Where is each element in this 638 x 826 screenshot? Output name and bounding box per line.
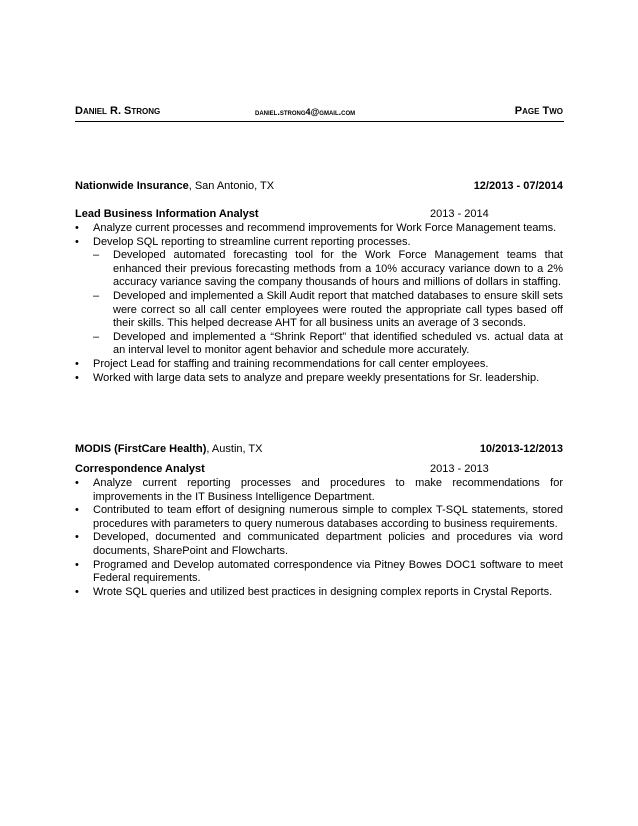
- job-bullets: [75, 222, 563, 385]
- job-title-row: [75, 208, 563, 222]
- job-years: 2013 - 2013: [430, 463, 489, 475]
- job-dates: 10/2013-12/2013: [479, 443, 563, 455]
- header-name: Daniel R. Strong: [75, 105, 161, 117]
- job-dates: 12/2013 - 07/2014: [473, 180, 563, 192]
- sub-list-item: – Developed and implemented a Skill Audit report that matched databases to ensure skill sets were correct so all call center employees were routed the appropriate call types based off their skills. This helped decrease AHT for all business units an average of 3 seconds.: [75, 290, 563, 331]
- job-bullets: [75, 477, 563, 599]
- list-item: • Analyze current reporting processes and procedures to make recommendations for improvements in the IT Business Intelligence Department.: [75, 477, 563, 504]
- job-entry-nationwide: [75, 180, 563, 385]
- sub-list-item: – Developed automated forecasting tool for the Work Force Management teams that enhanced their previous forecasting methods from a 10% accuracy variance down to a 2% accuracy variance saving the company thousands of hours and millions of dollars in staffing.: [75, 249, 563, 290]
- job-years: 2013 - 2014: [430, 208, 489, 220]
- list-item: • Developed, documented and communicated department policies and procedures via word documents, SharePoint and Flowcharts.: [75, 531, 563, 558]
- job-location: , San Antonio, TX: [188, 180, 275, 192]
- list-item: • Develop SQL reporting to streamline current reporting processes.: [75, 236, 563, 250]
- job-company: MODIS (FirstCare Health): [75, 443, 207, 455]
- job-title: Lead Business Information Analyst: [75, 208, 259, 220]
- sub-list-item: – Developed and implemented a “Shrink Report” that identified scheduled vs. actual data at an interval level to monitor agent behavior and schedule more accurately.: [75, 331, 563, 358]
- list-item: • Wrote SQL queries and utilized best practices in designing complex reports in Crystal Reports.: [75, 586, 563, 600]
- job-location: , Austin, TX: [206, 443, 263, 455]
- job-title: Correspondence Analyst: [75, 463, 205, 475]
- list-item: • Project Lead for staffing and training recommendations for call center employees.: [75, 358, 563, 372]
- list-item: • Worked with large data sets to analyze and prepare weekly presentations for Sr. leadership.: [75, 372, 563, 386]
- page-header: [75, 105, 563, 121]
- list-item: • Contributed to team effort of designing numerous simple to complex T-SQL statements, stored procedures with parameters to query numerous databases according to business requirements.: [75, 504, 563, 531]
- header-rule: [75, 121, 564, 122]
- job-company-row: [75, 180, 563, 194]
- header-page-label: Page Two: [514, 105, 563, 117]
- job-entry-modis: [75, 443, 563, 599]
- header-email: daniel.strong4@gmail.com: [255, 107, 356, 117]
- list-item: • Analyze current processes and recommend improvements for Work Force Management teams.: [75, 222, 563, 236]
- job-company: Nationwide Insurance: [75, 180, 189, 192]
- job-company-row: [75, 443, 563, 457]
- job-title-row: [75, 463, 563, 477]
- list-item: • Programed and Develop automated correspondence via Pitney Bowes DOC1 software to meet Federal requirements.: [75, 559, 563, 586]
